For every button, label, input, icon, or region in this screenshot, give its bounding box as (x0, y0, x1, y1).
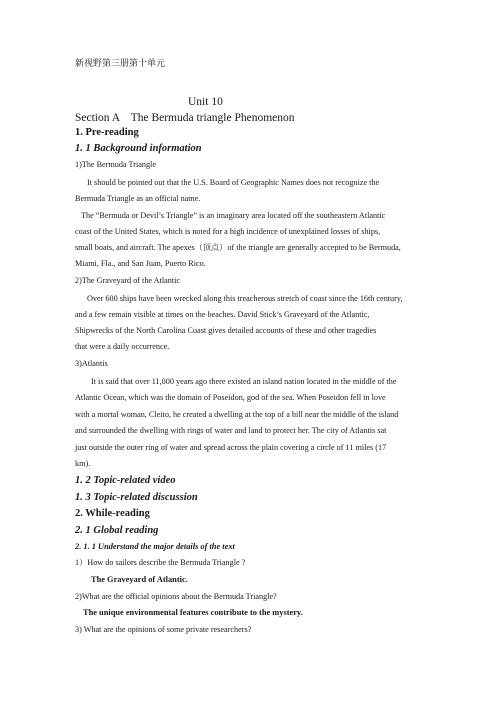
item1-paragraph2-line: coast of the United States, which is noted for a high incidence of unexplained losses of ships, (75, 227, 381, 236)
item2-paragraph-line: that were a daily occurrence. (75, 342, 170, 351)
answer-1: The Graveyard of Atlantic. (91, 575, 188, 584)
heading-discussion: 1. 3 Topic-related discussion (75, 492, 198, 503)
item2-paragraph-line: Shipwrecks of the North Carolina Coast gives detailed accounts of these and other tragedies (75, 326, 377, 335)
item1-paragraph1-line: It should be pointed out that the U.S. Board of Geographic Names does not recognize the (87, 178, 380, 187)
heading-video: 1. 2 Topic-related video (75, 475, 176, 486)
item3-title: 3)Atlantis (75, 359, 108, 368)
item1-paragraph2-line: Miami, Fla., and San Juan, Puerto Rico. (75, 259, 206, 268)
item1-paragraph1-line: Bermuda Triangle as an official name. (75, 194, 201, 203)
question-3: 3) What are the opinions of some private researchers? (75, 625, 252, 634)
item1-title: 1)The Bermuda Triangle (75, 160, 156, 169)
unit-title: Unit 10 (188, 96, 223, 108)
heading-prereading: 1. Pre-reading (75, 127, 139, 138)
item2-title: 2)The Graveyard of the Atlantic (75, 276, 181, 285)
heading-understand-details: 2. 1. 1 Understand the major details of the text (75, 542, 235, 551)
item2-paragraph-line: Over 600 ships have been wrecked along this treacherous stretch of coast since the 16th century, (87, 294, 403, 303)
item3-paragraph-line: and surrounded the dwelling with rings of water and land to protect her. The city of Atlantis sat (75, 426, 387, 435)
question-2: 2)What are the official opinions about the Bermuda Triangle? (75, 592, 277, 601)
question-1: 1）How do sailors describe the Bermuda Triangle ? (75, 558, 246, 567)
heading-background: 1. 1 Background information (75, 143, 202, 154)
item1-paragraph2-line: The “Bermuda or Devil’s Triangle” is an imaginary area located off the southeastern Atlantic (81, 211, 386, 220)
item3-paragraph-line: just outside the outer ring of water and spread across the plain covering a circle of 11 miles (17 (75, 443, 387, 452)
item3-paragraph-line: Atlantic Ocean, which was the domain of Poseidon, god of the sea. When Poseidon fell in love (75, 393, 386, 402)
answer-2: The unique environmental features contribute to the mystery. (83, 608, 303, 617)
item3-paragraph-line: km). (75, 459, 91, 468)
section-title: Section A The Bermuda triangle Phenomenon (75, 112, 295, 124)
heading-while-reading: 2. While-reading (75, 508, 150, 519)
item3-paragraph-line: with a mortal woman, Cleito, he created a dwelling at the top of a hill near the middle of the island (75, 410, 399, 419)
document-header: 新视野第三册第十单元 (75, 59, 166, 69)
item3-paragraph-line: It is said that over 11,000 years ago there existed an island nation located in the middle of the (91, 377, 397, 386)
item1-paragraph2-line: small boats, and aircraft. The apexes（顶点）of the triangle are generally accepted to be Bermuda, (75, 243, 401, 252)
heading-global-reading: 2. 1 Global reading (75, 525, 159, 536)
item2-paragraph-line: and a few remain visible at times on the beaches. David Stick’s Graveyard of the Atlantic, (75, 310, 370, 319)
